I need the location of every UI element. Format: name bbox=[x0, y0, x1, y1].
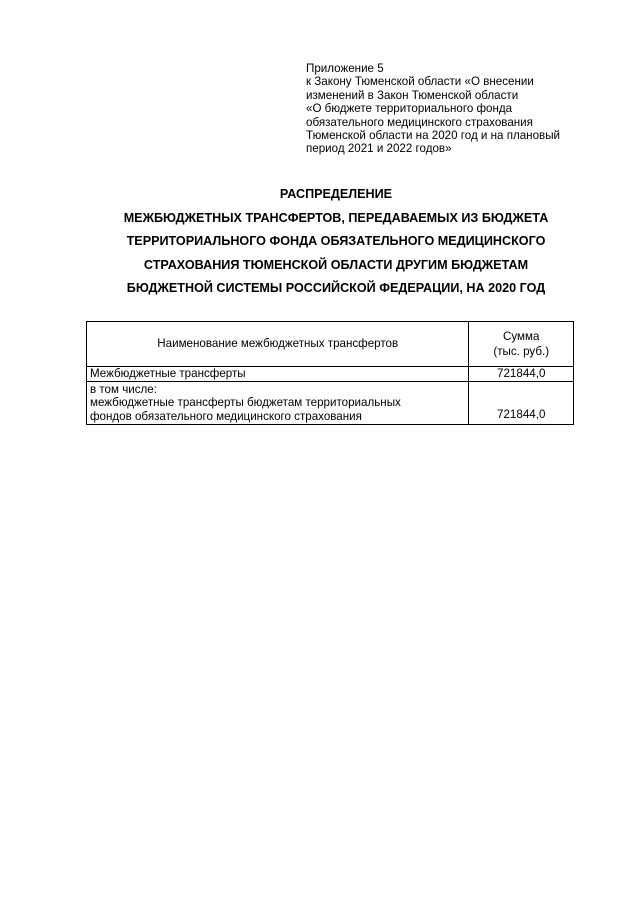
title-line: РАСПРЕДЕЛЕНИЕ bbox=[279, 187, 393, 201]
row-name-line: межбюджетные трансферты бюджетам территориальных bbox=[90, 396, 401, 410]
row-name-line: фондов обязательного медицинского страхования bbox=[90, 409, 362, 423]
row-name-cell bbox=[87, 382, 469, 425]
annex-line: Приложение 5 bbox=[306, 62, 384, 75]
header-name-cell: Наименование межбюджетных трансфертов bbox=[87, 322, 469, 367]
title-line: СТРАХОВАНИЯ ТЮМЕНСКОЙ ОБЛАСТИ ДРУГИМ БЮДЖЕТАМ bbox=[143, 257, 529, 272]
table-row bbox=[87, 367, 574, 382]
title-line: ТЕРРИТОРИАЛЬНОГО ФОНДА ОБЯЗАТЕЛЬНОГО МЕДИЦИНСКОГО bbox=[126, 234, 546, 249]
transfers-table bbox=[86, 321, 574, 425]
annex-line: «О бюджете территориального фонда bbox=[306, 102, 513, 116]
header-sum-unit: (тыс. руб.) bbox=[493, 345, 550, 358]
row-name-cell bbox=[87, 367, 469, 382]
header-sum-cell bbox=[469, 322, 574, 367]
row-name-line: Межбюджетные трансферты bbox=[90, 367, 246, 381]
row-sum-cell: 721844,0 bbox=[469, 382, 574, 425]
row-sum-cell: 721844,0 bbox=[469, 367, 574, 382]
document-title bbox=[60, 183, 612, 301]
annex-line: Тюменской области на 2020 год и на плановый bbox=[306, 129, 561, 143]
annex-line: к Закону Тюменской области «О внесении bbox=[306, 75, 534, 89]
title-line: БЮДЖЕТНОЙ СИСТЕМЫ РОССИЙСКОЙ ФЕДЕРАЦИИ, НА 2020 ГОД bbox=[126, 281, 546, 296]
table-row bbox=[87, 382, 574, 425]
title-line: МЕЖБЮДЖЕТНЫХ ТРАНСФЕРТОВ, ПЕРЕДАВАЕМЫХ ИЗ БЮДЖЕТА bbox=[123, 210, 549, 225]
row-name-line: в том числе: bbox=[90, 383, 157, 396]
header-sum-label: Сумма bbox=[503, 330, 540, 343]
annex-line: период 2021 и 2022 годов» bbox=[306, 142, 452, 156]
annex-reference bbox=[306, 62, 606, 156]
table-header-row bbox=[87, 322, 574, 367]
annex-line: изменений в Закон Тюменской области bbox=[306, 88, 519, 102]
annex-line: обязательного медицинского страхования bbox=[306, 115, 533, 129]
